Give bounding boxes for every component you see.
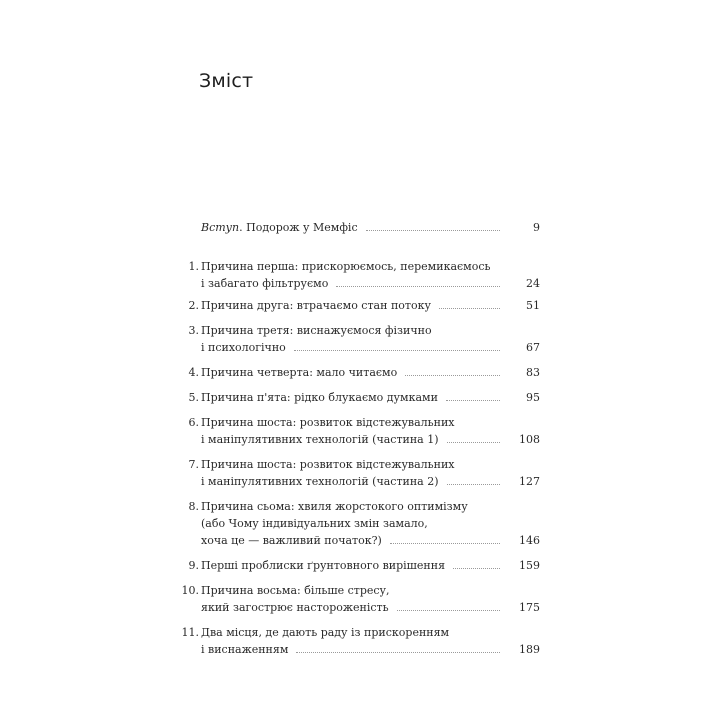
dot-leader xyxy=(296,652,500,653)
dot-leader xyxy=(453,568,500,569)
dot-leader xyxy=(405,375,500,376)
page-number: 24 xyxy=(526,277,540,290)
entry-title-line: хоча це — важливий початок?) xyxy=(201,534,382,547)
page-number: 189 xyxy=(519,643,540,656)
entry-number: 5. xyxy=(188,391,199,404)
entry-title: . Подорож у Мемфіс xyxy=(239,221,358,234)
dot-leader xyxy=(447,442,500,443)
entry-number: 2. xyxy=(188,299,199,312)
page-number: 67 xyxy=(526,341,540,354)
entry-title-line: Причина третя: виснажуємося фізично xyxy=(201,324,432,337)
dot-leader xyxy=(447,484,500,485)
dot-leader xyxy=(294,350,500,351)
entry-number: 6. xyxy=(188,416,199,429)
entry-number: 1. xyxy=(188,260,199,273)
entry-number: 11. xyxy=(181,626,199,639)
entry-title-line: (або Чому індивідуальних змін замало, xyxy=(201,517,428,530)
page-number: 175 xyxy=(519,601,540,614)
page-number: 127 xyxy=(519,475,540,488)
entry-number: 7. xyxy=(188,458,199,471)
entry-title-line: Причина перша: прискорюємось, перемикаємось xyxy=(201,260,491,273)
dot-leader xyxy=(336,286,500,287)
page-number: 83 xyxy=(526,366,540,379)
entry-number: 9. xyxy=(188,559,199,572)
entry-title-line: і маніпулятивних технологій (частина 1) xyxy=(201,433,439,446)
entry-title-line: Причина сьома: хвиля жорстокого оптимізму xyxy=(201,500,468,513)
page-number: 9 xyxy=(533,221,540,234)
entry-title-line: Два місця, де дають раду із прискоренням xyxy=(201,626,450,639)
page-number: 51 xyxy=(526,299,540,312)
dot-leader xyxy=(446,400,500,401)
dot-leader xyxy=(397,610,500,611)
entry-title-line: Причина шоста: розвиток відстежувальних xyxy=(201,416,455,429)
page-number: 95 xyxy=(526,391,540,404)
entry-title-line: який загострює настороженість xyxy=(201,601,389,614)
entry-title: Перші проблиски ґрунтовного вирішення xyxy=(201,559,446,572)
entry-title: Причина п'ята: рідко блукаємо думками xyxy=(201,391,438,404)
entry-number: 10. xyxy=(181,584,199,597)
entry-title-line: Причина восьма: більше стресу, xyxy=(201,584,390,597)
entry-number: 4. xyxy=(188,366,199,379)
entry-title-line: і виснаженням xyxy=(201,643,289,656)
entry-number: 8. xyxy=(188,500,199,513)
dot-leader xyxy=(366,230,500,231)
entry-title: Причина друга: втрачаємо стан потоку xyxy=(201,299,431,312)
page-title: Зміст xyxy=(199,70,254,92)
entry-number: 3. xyxy=(188,324,199,337)
page-number: 108 xyxy=(519,433,540,446)
entry-title-line: і психологічно xyxy=(201,341,286,354)
page-number: 146 xyxy=(519,534,540,547)
entry-title-line: і забагато фільтруємо xyxy=(201,277,329,290)
intro-label: Вступ xyxy=(201,221,240,234)
entry-title: Причина четверта: мало читаємо xyxy=(201,366,398,379)
page-number: 159 xyxy=(519,559,540,572)
dot-leader xyxy=(439,308,500,309)
dot-leader xyxy=(390,543,500,544)
entry-title-line: Причина шоста: розвиток відстежувальних xyxy=(201,458,455,471)
entry-title-line: і маніпулятивних технологій (частина 2) xyxy=(201,475,439,488)
